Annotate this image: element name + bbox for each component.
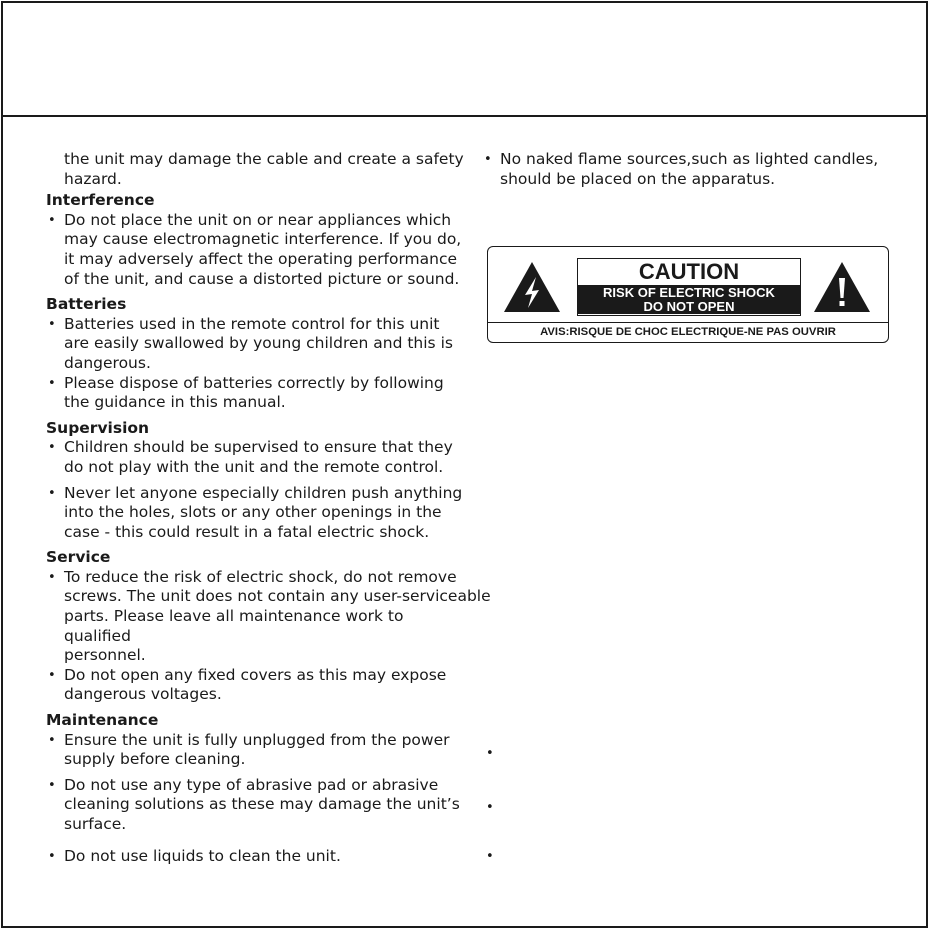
empty-bullet: • (486, 800, 494, 815)
section-heading-batteries: Batteries (46, 295, 127, 314)
list-item: • Do not use liquids to clean the unit. (46, 847, 466, 867)
list-item: • Do not use any type of abrasive pad or abrasive cleaning solutions as these may damage the unit’s surface. (46, 776, 466, 835)
empty-bullet: • (486, 746, 494, 761)
list-item: • Ensure the unit is fully unplugged from the power supply before cleaning. (46, 731, 466, 770)
left-column (46, 150, 491, 866)
list-item: • To reduce the risk of electric shock, do not remove screws. The unit does not contain any user-serviceable parts. Please leave all maintenance work to qualified personnel. (46, 568, 466, 666)
section-heading-service: Service (46, 548, 111, 567)
exclamation-warning-icon (813, 261, 871, 313)
section-heading-maintenance: Maintenance (46, 711, 159, 730)
electric-shock-warning-icon (503, 261, 561, 313)
empty-bullet: • (486, 849, 494, 864)
list-item: • Please dispose of batteries correctly by following the guidance in this manual. (46, 374, 466, 413)
section-heading-interference: Interference (46, 191, 155, 210)
section-heading-supervision: Supervision (46, 418, 150, 437)
caution-warning-band: RISK OF ELECTRIC SHOCK DO NOT OPEN (578, 285, 800, 314)
list-item: • Children should be supervised to ensure that they do not play with the unit and the remote control. (46, 438, 466, 477)
header-divider (1, 115, 928, 117)
right-column (482, 150, 892, 189)
list-item: • Never let anyone especially children push anything into the holes, slots or any other openings in the case - this could result in a fatal electric shock. (46, 484, 466, 543)
caution-label (487, 246, 889, 343)
list-item: • Batteries used in the remote control for this unit are easily swallowed by young children and this is dangerous. (46, 315, 466, 374)
caution-title: CAUTION (638, 259, 740, 284)
intro-text: the unit may damage the cable and create a safety hazard. (64, 150, 464, 188)
caution-french-text: AVIS:RISQUE DE CHOC ELECTRIQUE-NE PAS OUVRIR (488, 322, 888, 342)
list-item: • Do not open any fixed covers as this may expose dangerous voltages. (46, 666, 466, 705)
caution-box (577, 258, 801, 316)
list-item: • Do not place the unit on or near appliances which may cause electromagnetic interference. If you do, it may adversely affect the operating performance of the unit, and cause a distorted picture or sound. (46, 211, 466, 289)
list-item: • No naked flame sources,such as lighted candles, should be placed on the apparatus. (482, 150, 892, 189)
